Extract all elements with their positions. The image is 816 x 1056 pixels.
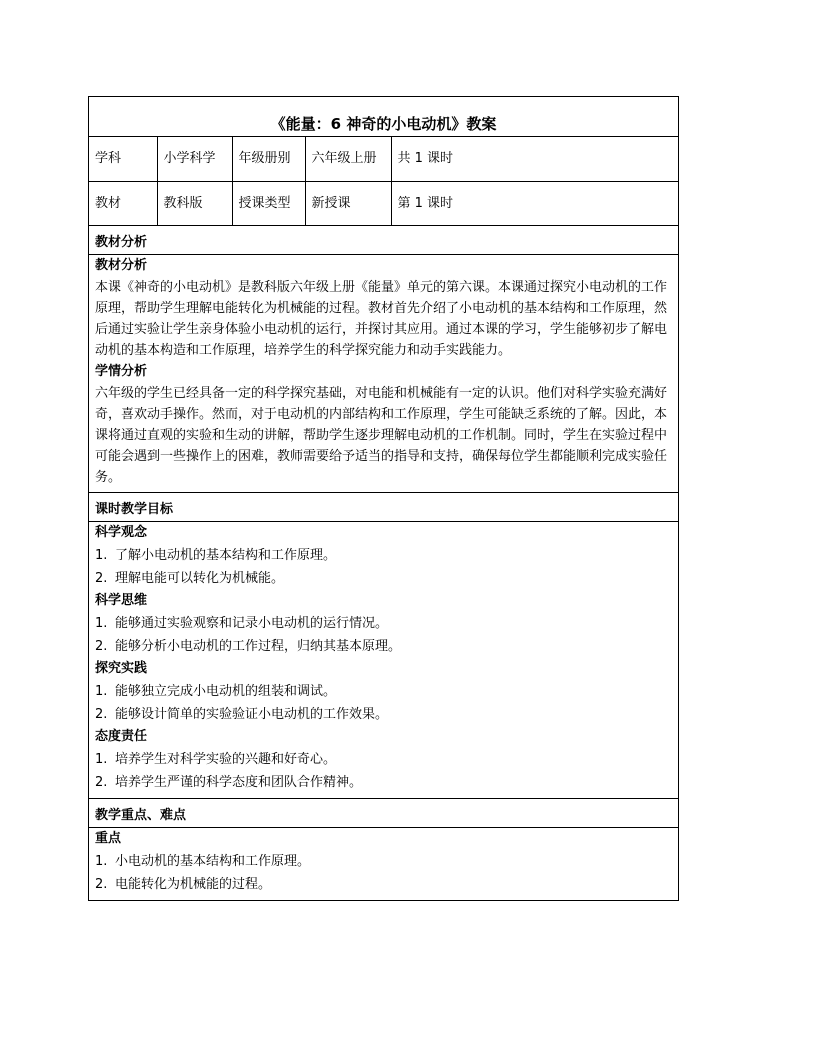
list-item: 1. 能够独立完成小电动机的组装和调试。 xyxy=(95,683,337,699)
subsection-heading: 科学思维 xyxy=(95,592,148,608)
meta-cell: 教科版 xyxy=(157,181,232,225)
meta-cell: 第 1 课时 xyxy=(391,181,678,225)
document-title: 《能量：6 神奇的小电动机》教案 xyxy=(89,97,678,137)
list-item: 2. 电能转化为机械能的过程。 xyxy=(95,876,272,892)
section-heading: 教学重点、难点 xyxy=(89,799,678,828)
list-item: 1. 培养学生对科学实验的兴趣和好奇心。 xyxy=(95,751,337,767)
list-item: 2. 理解电能可以转化为机械能。 xyxy=(95,570,285,586)
meta-cell: 小学科学 xyxy=(157,137,232,181)
meta-cell: 学科 xyxy=(89,137,157,181)
meta-cell: 年级册别 xyxy=(232,137,305,181)
subsection-heading: 科学观念 xyxy=(95,524,148,540)
list-item: 2. 能够分析小电动机的工作过程，归纳其基本原理。 xyxy=(95,638,402,654)
meta-table xyxy=(89,137,678,226)
list-item: 1. 小电动机的基本结构和工作原理。 xyxy=(95,853,311,869)
paragraph: 本课《神奇的小电动机》是教科版六年级上册《能量》单元的第六课。本课通过探究小电动机的工作原理，帮助学生理解电能转化为机械能的过程。教材首先介绍了小电动机的基本结构和工作原理，然后通过实验让学生亲身体验小电动机的运行，并探讨其应用。通过本课的学习，学生能够初步了解电动机的基本构造和工作原理，培养学生的科学探究能力和动手实践能力。 xyxy=(95,279,668,358)
subsection-heading: 重点 xyxy=(95,830,122,846)
analysis-section xyxy=(89,226,678,493)
meta-row-2 xyxy=(89,181,678,225)
subsection-heading: 教材分析 xyxy=(95,257,148,273)
objectives-section xyxy=(89,493,678,799)
keypoints-section xyxy=(89,799,678,900)
list-item: 1. 能够通过实验观察和记录小电动机的运行情况。 xyxy=(95,615,389,631)
meta-cell: 共 1 课时 xyxy=(391,137,678,181)
section-heading: 教材分析 xyxy=(89,226,678,255)
lesson-plan-document xyxy=(88,96,679,901)
subsection-heading: 探究实践 xyxy=(95,660,148,676)
meta-row-1 xyxy=(89,137,678,181)
subsection-heading: 态度责任 xyxy=(95,728,148,744)
meta-cell: 新授课 xyxy=(305,181,391,225)
meta-cell: 六年级上册 xyxy=(305,137,391,181)
section-heading: 课时教学目标 xyxy=(89,493,678,522)
meta-cell: 教材 xyxy=(89,181,157,225)
subsection-heading: 学情分析 xyxy=(95,363,148,379)
list-item: 1. 了解小电动机的基本结构和工作原理。 xyxy=(95,547,337,563)
paragraph: 六年级的学生已经具备一定的科学探究基础，对电能和机械能有一定的认识。他们对科学实验充满好奇，喜欢动手操作。然而，对于电动机的内部结构和工作原理，学生可能缺乏系统的了解。因此，本课将通过直观的实验和生动的讲解，帮助学生逐步理解电动机的工作机制。同时，学生在实验过程中可能会遇到一些操作上的困难，教师需要给予适当的指导和支持，确保每位学生都能顺利完成实验任务。 xyxy=(95,385,668,485)
list-item: 2. 培养学生严谨的科学态度和团队合作精神。 xyxy=(95,774,363,790)
meta-cell: 授课类型 xyxy=(232,181,305,225)
list-item: 2. 能够设计简单的实验验证小电动机的工作效果。 xyxy=(95,706,389,722)
